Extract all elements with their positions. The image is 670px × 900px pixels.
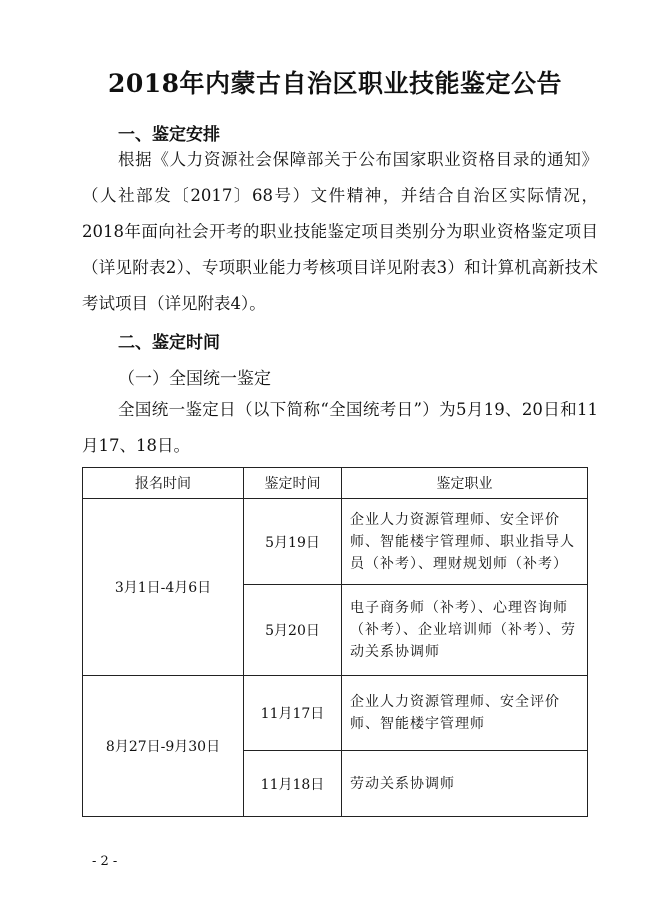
registration-period: 8月27日-9月30日	[83, 676, 244, 817]
exam-date: 11月18日	[244, 751, 342, 817]
occupation-list: 电子商务师（补考）、心理咨询师（补考）、企业培训师（补考）、劳动关系协调师	[342, 585, 588, 676]
exam-date: 5月19日	[244, 499, 342, 585]
section-2-subheading: （一）全国统一鉴定	[118, 369, 271, 389]
schedule-table	[82, 467, 588, 817]
section-2-paragraph: 全国统一鉴定日（以下简称“全国统考日”）为5月19、20日和11月17、18日。	[82, 400, 598, 455]
occupation-list: 企业人力资源管理师、安全评价师、智能楼宇管理师	[342, 676, 588, 751]
header-exam-date: 鉴定时间	[244, 468, 342, 499]
occupation-list: 企业人力资源管理师、安全评价师、智能楼宇管理师、职业指导人员（补考）、理财规划师（补考）	[342, 499, 588, 585]
table-row	[83, 499, 588, 585]
section-1-heading: 一、鉴定安排	[118, 125, 220, 145]
header-occupation: 鉴定职业	[342, 468, 588, 499]
page-number: - 2 -	[92, 854, 118, 869]
header-registration: 报名时间	[83, 468, 244, 499]
section-2-heading: 二、鉴定时间	[118, 333, 220, 353]
table-header-row	[83, 468, 588, 499]
exam-date: 11月17日	[244, 676, 342, 751]
page-title: 2018年内蒙古自治区职业技能鉴定公告	[107, 69, 563, 98]
table-row	[83, 676, 588, 751]
exam-date: 5月20日	[244, 585, 342, 676]
registration-period: 3月1日-4月6日	[83, 499, 244, 676]
section-1-paragraph: 根据《人力资源社会保障部关于公布国家职业资格目录的通知》（人社部发〔2017〕68号）文件精神，并结合自治区实际情况，2018年面向社会开考的职业技能鉴定项目类别分为职业资格鉴定项目（详见附表2）、专项职业能力考核项目详见附表3）和计算机高新技术考试项目（详见附表4）。	[82, 150, 598, 313]
occupation-list: 劳动关系协调师	[342, 751, 588, 817]
